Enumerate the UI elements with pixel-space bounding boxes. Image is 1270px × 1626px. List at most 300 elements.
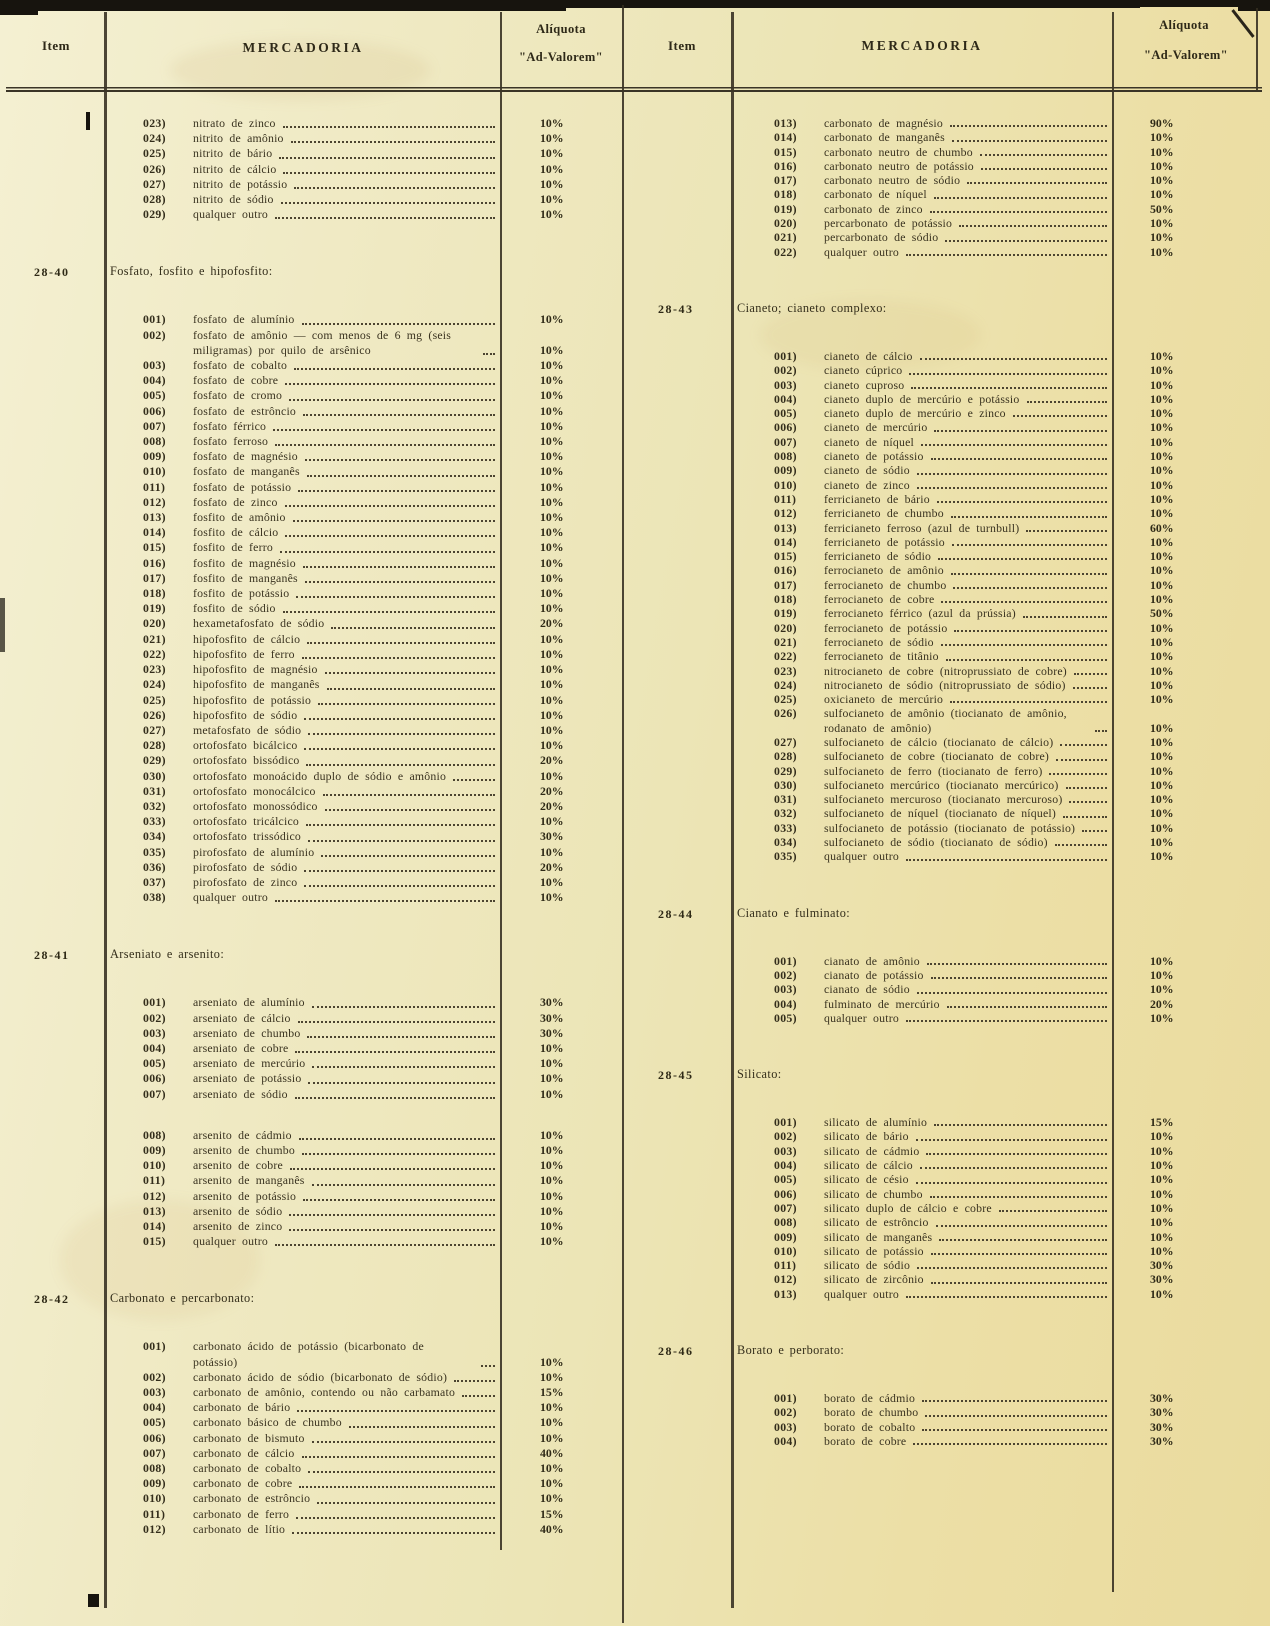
- dot-leader: [920, 358, 1107, 360]
- column-header-aliquota-line2: "Ad-Valorem": [1144, 48, 1228, 62]
- item-description: silicato de alumínio: [824, 1115, 928, 1130]
- rate-value: 10%: [540, 586, 564, 601]
- tariff-row: [774, 1201, 1210, 1215]
- tariff-row: [774, 1287, 1210, 1301]
- item-description: cianeto de mercúrio: [824, 420, 928, 435]
- dot-leader: [913, 1443, 1107, 1445]
- item-number: 009): [143, 1142, 166, 1157]
- dot-leader: [306, 764, 495, 766]
- tariff-row: [143, 890, 592, 905]
- dot-leader: [290, 1168, 495, 1170]
- item-description: carbonato de amônio, contendo ou não carbamato: [193, 1385, 456, 1399]
- item-number: 008): [774, 449, 797, 464]
- dot-leader: [1055, 844, 1107, 846]
- item-description: carbonato de níquel: [824, 187, 927, 202]
- item-number: 003): [774, 1419, 797, 1434]
- header-bottom-rule: [6, 87, 1262, 92]
- item-description: arsenito de zinco: [193, 1218, 283, 1233]
- item-description: arseniato de sódio: [193, 1086, 288, 1101]
- rate-value: 10%: [1150, 777, 1174, 792]
- tariff-row: [143, 1011, 592, 1026]
- item-number: 013): [774, 116, 797, 130]
- item-description: fosfito de manganês: [193, 570, 298, 585]
- dot-leader: [950, 701, 1107, 703]
- dot-leader: [312, 1066, 495, 1068]
- item-number: 011): [143, 479, 166, 494]
- dot-leader: [937, 501, 1107, 503]
- item-number: 028): [774, 749, 797, 764]
- rate-value: 10%: [1150, 1215, 1174, 1230]
- section-items: [774, 954, 1210, 1025]
- rate-value: 10%: [540, 738, 564, 753]
- rate-value: 10%: [540, 662, 564, 677]
- dot-leader: [289, 399, 495, 401]
- tariff-row: [143, 1128, 592, 1143]
- rate-value: 10%: [540, 146, 564, 161]
- item-description: cianeto cuproso: [824, 377, 905, 392]
- dot-leader: [1095, 730, 1107, 732]
- tariff-row: [143, 540, 592, 555]
- item-description: cianato de amônio: [824, 953, 920, 968]
- dot-leader: [481, 1365, 495, 1367]
- rate-value: 10%: [540, 1040, 564, 1055]
- item-number: 012): [774, 1272, 797, 1287]
- item-number: 002): [774, 1129, 797, 1144]
- rate-value: 10%: [1150, 620, 1174, 635]
- item-number: 025): [143, 692, 166, 707]
- item-number: 026): [774, 706, 797, 721]
- dot-leader: [308, 1082, 495, 1084]
- dot-leader: [936, 1225, 1107, 1227]
- item-number: 007): [143, 418, 166, 433]
- tariff-row: [774, 1258, 1210, 1272]
- item-description: ortofosfato monocálcico: [193, 783, 316, 798]
- item-description: ferrocianeto de sódio: [824, 634, 934, 649]
- rate-value: 10%: [1150, 144, 1174, 159]
- item-description: ferrocianeto de chumbo: [824, 577, 947, 592]
- rate-value: 10%: [540, 570, 564, 585]
- item-description: sulfocianeto de sódio (tiocianato de sódio): [824, 835, 1048, 850]
- rate-value: 10%: [540, 358, 564, 373]
- item-number: 001): [143, 995, 166, 1010]
- item-number: 027): [774, 734, 797, 749]
- section-items: [143, 312, 592, 905]
- item-number: 006): [774, 420, 797, 435]
- dot-leader: [947, 1006, 1107, 1008]
- tariff-row: [774, 130, 1210, 144]
- rate-value: 30%: [1150, 1419, 1174, 1434]
- item-number: 018): [143, 586, 166, 601]
- item-number: 003): [143, 358, 166, 373]
- dot-leader: [305, 581, 495, 583]
- tariff-row: [774, 1230, 1210, 1244]
- rate-value: 10%: [540, 1056, 564, 1071]
- tariff-row: [774, 535, 1210, 549]
- column-header-item: Item: [668, 38, 696, 53]
- item-description: silicato duplo de cálcio e cobre: [824, 1200, 992, 1215]
- item-description: arsenito de cobre: [193, 1158, 283, 1173]
- tariff-row: [143, 1491, 592, 1506]
- item-description: silicato de potássio: [824, 1243, 924, 1258]
- rate-value: 10%: [1150, 577, 1174, 592]
- tariff-row: [143, 116, 592, 131]
- dot-leader: [906, 859, 1107, 861]
- ink-blot: [1238, 0, 1270, 11]
- item-description: arsenito de potássio: [193, 1188, 297, 1203]
- column-header-mercadoria: MERCADORIA: [242, 40, 364, 55]
- item-number: 020): [143, 616, 166, 631]
- dot-leader: [931, 977, 1107, 979]
- item-description: ferricianeto de bário: [824, 491, 930, 506]
- item-number: 020): [774, 620, 797, 635]
- item-number: 025): [143, 146, 166, 161]
- tariff-row: [143, 1431, 592, 1446]
- right-table-body: [628, 100, 1210, 1616]
- rate-value: 10%: [540, 814, 564, 829]
- item-number: 009): [774, 463, 797, 478]
- item-number: 032): [774, 806, 797, 821]
- item-description: silicato de cálcio: [824, 1158, 913, 1173]
- item-number: 027): [143, 722, 166, 737]
- dot-leader: [312, 1184, 495, 1186]
- item-number: 001): [774, 953, 797, 968]
- rate-value: 30%: [540, 995, 564, 1010]
- dot-leader: [280, 551, 495, 553]
- item-description: carbonato básico de chumbo: [193, 1415, 342, 1430]
- tariff-row: [143, 434, 592, 449]
- item-number: 003): [774, 982, 797, 997]
- tariff-row: [143, 1204, 592, 1219]
- dot-leader: [321, 855, 495, 857]
- tariff-row: [143, 723, 592, 738]
- item-number: 033): [143, 814, 166, 829]
- rate-value: 30%: [1150, 1433, 1174, 1448]
- dot-leader: [349, 1426, 495, 1428]
- rate-value: 10%: [540, 131, 564, 146]
- dot-leader: [275, 217, 495, 219]
- tariff-row: [143, 814, 592, 829]
- tariff-row: [143, 162, 592, 177]
- dot-leader: [283, 172, 495, 174]
- item-number: 030): [774, 777, 797, 792]
- tariff-row: [143, 1461, 592, 1476]
- section-title: Arseniato e arsenito:: [110, 947, 225, 962]
- item-number: 002): [774, 967, 797, 982]
- item-description: hexametafosfato de sódio: [193, 616, 325, 631]
- item-number: 010): [143, 464, 166, 479]
- dot-leader: [304, 718, 495, 720]
- rate-value: 10%: [1150, 592, 1174, 607]
- item-description: carbonato de bário: [193, 1400, 291, 1415]
- tariff-section: [8, 1291, 592, 1537]
- dot-leader: [303, 566, 495, 568]
- item-number: 006): [774, 1186, 797, 1201]
- item-description: carbonato neutro de sódio: [824, 173, 961, 188]
- rate-value: 10%: [540, 1354, 564, 1369]
- item-number: 004): [143, 373, 166, 388]
- item-number: 014): [774, 534, 797, 549]
- item-description: sulfocianeto de potássio (tiocianato de potássio): [824, 820, 1076, 835]
- tariff-row: [774, 392, 1210, 406]
- rate-value: 10%: [540, 342, 564, 357]
- tariff-row: [774, 954, 1210, 968]
- rate-value: 10%: [540, 403, 564, 418]
- center-page-divider: [622, 5, 624, 1623]
- item-description: fosfato de manganês: [193, 464, 300, 479]
- tariff-row: [774, 420, 1210, 434]
- item-description: ferricianeto de sódio: [824, 549, 932, 564]
- rate-value: 10%: [1150, 1129, 1174, 1144]
- rate-value: 10%: [1150, 649, 1174, 664]
- column-header-item: Item: [42, 38, 70, 53]
- item-description: cianeto de níquel: [824, 434, 914, 449]
- item-description: silicato de césio: [824, 1172, 909, 1187]
- rate-value: 10%: [540, 844, 564, 859]
- dot-leader: [951, 516, 1107, 518]
- item-description: fosfato de cobre: [193, 373, 279, 388]
- item-number: 012): [774, 506, 797, 521]
- dot-leader: [916, 1182, 1107, 1184]
- tariff-row: [774, 187, 1210, 201]
- tariff-row: [774, 792, 1210, 806]
- rate-value: 10%: [540, 525, 564, 540]
- tariff-row: [774, 1420, 1210, 1434]
- tariff-row: [143, 1158, 592, 1173]
- tariff-row: [143, 1041, 592, 1056]
- dot-leader: [454, 1380, 495, 1382]
- item-number: 014): [143, 525, 166, 540]
- dot-leader: [920, 1167, 1107, 1169]
- item-number: 031): [143, 783, 166, 798]
- item-description: hipofosfito de sódio: [193, 707, 298, 722]
- rate-value: 10%: [1150, 792, 1174, 807]
- rate-value: 10%: [540, 555, 564, 570]
- item-number: 010): [143, 1158, 166, 1173]
- dot-leader: [292, 1532, 495, 1534]
- rate-value: 10%: [1150, 449, 1174, 464]
- item-number: 005): [143, 1056, 166, 1071]
- rate-value: 10%: [540, 677, 564, 692]
- dot-leader: [303, 414, 495, 416]
- dot-leader: [1074, 673, 1107, 675]
- dot-leader: [921, 444, 1107, 446]
- tariff-section: [8, 947, 592, 1101]
- ink-blot: [0, 0, 38, 15]
- rate-value: 10%: [1150, 1143, 1174, 1158]
- rate-value: 10%: [1150, 477, 1174, 492]
- dot-leader: [299, 1486, 495, 1488]
- item-number: 028): [143, 738, 166, 753]
- item-description: ferricianeto de potássio: [824, 534, 945, 549]
- item-description: ortofosfato tricálcico: [193, 814, 299, 829]
- rate-value: 10%: [540, 207, 564, 222]
- tariff-row: [143, 525, 592, 540]
- item-description: silicato de zircônio: [824, 1272, 924, 1287]
- rate-value: 30%: [540, 1025, 564, 1040]
- dot-leader: [917, 992, 1107, 994]
- dot-leader: [939, 1239, 1107, 1241]
- item-description: ortofosfato bissódico: [193, 753, 300, 768]
- tariff-row: [143, 388, 592, 403]
- tariff-row: [774, 202, 1210, 216]
- item-description: borato de cobalto: [824, 1419, 916, 1434]
- dot-leader: [967, 182, 1107, 184]
- item-number: 002): [143, 327, 166, 342]
- column-header-aliquota-line1: Alíquota: [1159, 18, 1209, 32]
- item-number: 003): [774, 1143, 797, 1158]
- rate-value: 10%: [540, 312, 564, 327]
- rate-value: 10%: [1150, 720, 1174, 735]
- tariff-row: [143, 632, 592, 647]
- item-number: 002): [774, 1405, 797, 1420]
- rate-value: 30%: [1150, 1405, 1174, 1420]
- tariff-row: [774, 968, 1210, 982]
- rate-value: 30%: [1150, 1272, 1174, 1287]
- item-description: fosfito de amônio: [193, 510, 286, 525]
- item-description: ortofosfato trissódico: [193, 829, 301, 844]
- tariff-row: [774, 649, 1210, 663]
- section-title: Cianato e fulminato:: [737, 905, 851, 920]
- dot-leader: [462, 1395, 495, 1397]
- rate-value: 10%: [1150, 806, 1174, 821]
- item-number: 011): [143, 1506, 166, 1521]
- rate-value: 15%: [540, 1506, 564, 1521]
- item-description: qualquer outro: [193, 1234, 268, 1249]
- rate-value: 10%: [540, 192, 564, 207]
- rate-value: 10%: [1150, 1200, 1174, 1215]
- dot-leader: [917, 473, 1107, 475]
- dot-leader: [950, 125, 1107, 127]
- section-items: [143, 1128, 592, 1250]
- rate-value: 10%: [1150, 377, 1174, 392]
- dot-leader: [1049, 773, 1107, 775]
- column-header-mercadoria: MERCADORIA: [861, 38, 983, 53]
- item-number: 012): [143, 494, 166, 509]
- rate-value: 10%: [1150, 849, 1174, 864]
- item-number: 025): [774, 692, 797, 707]
- item-number: 007): [774, 1200, 797, 1215]
- tariff-row: [774, 606, 1210, 620]
- dot-leader: [298, 1021, 495, 1023]
- tariff-row: [143, 1189, 592, 1204]
- rate-value: 10%: [540, 1086, 564, 1101]
- dot-leader: [483, 353, 495, 355]
- rate-value: 10%: [540, 1415, 564, 1430]
- item-description: metafosfato de sódio: [193, 722, 302, 737]
- section-items: [774, 1115, 1210, 1301]
- rate-value: 30%: [1150, 1391, 1174, 1405]
- item-number: 029): [774, 763, 797, 778]
- rate-value: 10%: [1150, 173, 1174, 188]
- item-description: qualquer outro: [824, 244, 899, 259]
- dot-leader: [934, 430, 1107, 432]
- dot-leader: [293, 520, 495, 522]
- item-description: fosfato de alumínio: [193, 312, 295, 327]
- tariff-row: [143, 1522, 592, 1537]
- item-description: carbonato de cobalto: [193, 1461, 302, 1476]
- dot-leader: [934, 197, 1107, 199]
- dot-leader: [916, 1139, 1107, 1141]
- tariff-row: [143, 207, 592, 222]
- dot-leader: [285, 535, 495, 537]
- dot-leader: [946, 659, 1107, 661]
- item-description: ferrocianeto de titânio: [824, 649, 939, 664]
- rate-value: 10%: [1150, 677, 1174, 692]
- dot-leader: [1027, 401, 1108, 403]
- rate-value: 10%: [1150, 491, 1174, 506]
- section-code: 28-43: [658, 301, 694, 316]
- item-number: 023): [143, 662, 166, 677]
- item-description: arsenito de cádmio: [193, 1127, 292, 1142]
- dot-leader: [1073, 687, 1107, 689]
- tariff-row: [143, 995, 592, 1010]
- item-number: 024): [143, 677, 166, 692]
- dot-leader: [298, 490, 495, 492]
- rate-value: 60%: [1150, 520, 1174, 535]
- tariff-row: [143, 586, 592, 601]
- dot-leader: [312, 1441, 495, 1443]
- tariff-row: [143, 571, 592, 586]
- tariff-row: [143, 556, 592, 571]
- dot-leader: [273, 429, 495, 431]
- dot-leader: [981, 168, 1107, 170]
- rate-value: 10%: [540, 388, 564, 403]
- dot-leader: [922, 1400, 1107, 1402]
- rate-value: 10%: [1150, 434, 1174, 449]
- item-description: fosfato ferroso: [193, 434, 269, 449]
- rate-value: 10%: [1150, 549, 1174, 564]
- item-number: 035): [143, 844, 166, 859]
- rate-value: 10%: [540, 479, 564, 494]
- item-description: sulfocianeto de cálcio (tiocianato de cálcio): [824, 734, 1054, 749]
- rate-value: 10%: [540, 890, 564, 905]
- item-number: 018): [774, 187, 797, 202]
- dot-leader: [453, 779, 495, 781]
- dot-leader: [318, 703, 495, 705]
- rate-value: 10%: [1150, 130, 1174, 145]
- tariff-row: [774, 521, 1210, 535]
- rate-value: 10%: [1150, 749, 1174, 764]
- dot-leader: [951, 573, 1107, 575]
- item-description: sulfocianeto mercuroso (tiocianato mercuroso): [824, 792, 1063, 807]
- tariff-row: [143, 1507, 592, 1522]
- section-title: Fosfato, fosfito e hipofosfito:: [110, 264, 273, 279]
- tariff-row: [774, 216, 1210, 230]
- item-number: 036): [143, 859, 166, 874]
- item-description: oxicianeto de mercúrio: [824, 692, 944, 707]
- item-number: 014): [143, 1218, 166, 1233]
- tariff-row: [143, 1056, 592, 1071]
- item-description: borato de cádmio: [824, 1391, 916, 1405]
- item-description: silicato de bário: [824, 1129, 909, 1144]
- tariff-row: [774, 549, 1210, 563]
- section-code: 28-40: [34, 265, 70, 280]
- item-number: 008): [143, 434, 166, 449]
- section-items: [774, 1391, 1210, 1448]
- ink-blot: [560, 5, 1140, 8]
- dot-leader: [295, 1051, 495, 1053]
- tariff-row: [143, 1143, 592, 1158]
- rate-value: 10%: [540, 722, 564, 737]
- tariff-row: [774, 749, 1210, 763]
- item-number: 037): [143, 874, 166, 889]
- item-description: carbonato de estrôncio: [193, 1491, 311, 1506]
- tariff-row: [774, 563, 1210, 577]
- item-description: silicato de estrôncio: [824, 1215, 929, 1230]
- section-title: Silicato:: [737, 1067, 782, 1082]
- tariff-row: [774, 449, 1210, 463]
- dot-leader: [325, 672, 495, 674]
